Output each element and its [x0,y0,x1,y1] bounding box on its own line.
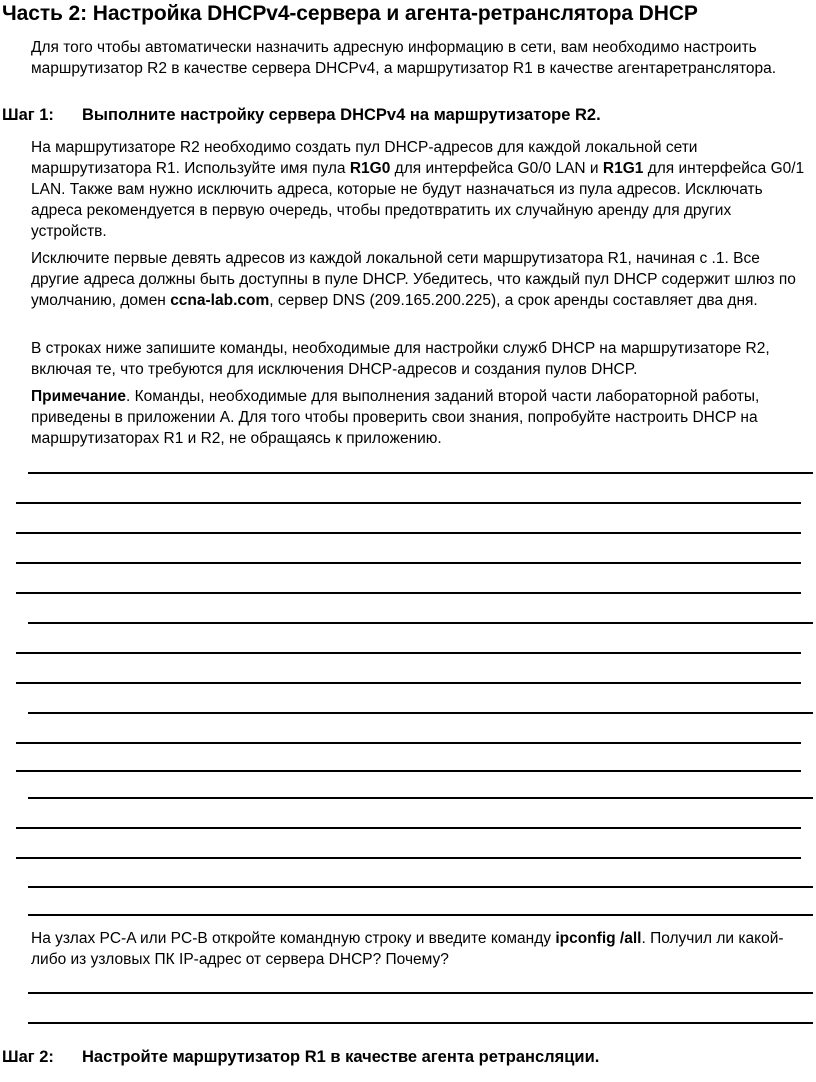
answer-line[interactable] [16,532,801,534]
answer-line[interactable] [28,712,813,714]
domain-name: ccna-lab.com [170,292,270,309]
p1-text-d: для интерфейса G0/1 LAN. Также вам нужно исключить адреса, которые не будут назначаться из пула адресов. Исключать адреса рекомендуется в первую очередь, чтобы предотвратить их случайную аренду для других устройств. [31,160,805,240]
answer-line[interactable] [16,827,801,829]
answer-line[interactable] [16,562,801,564]
answer-line[interactable] [28,886,813,888]
pool-name-r1g1: R1G1 [602,160,644,177]
answer-line[interactable] [28,1022,813,1024]
ipconfig-command: ipconfig /all [555,930,642,947]
answer-line[interactable] [16,770,801,772]
part-title: Часть 2: Настройка DHCPv4-сервера и агента-ретранслятора DHCP [2,2,698,25]
pool-name-r1g0: R1G0 [349,160,391,177]
step2-number: Шаг 2: [2,1048,54,1066]
answer-line[interactable] [16,682,801,684]
answer-line[interactable] [16,857,801,859]
answer-line[interactable] [16,652,801,654]
note-text: . Команды, необходимые для выполнения заданий второй части лабораторной работы, приведены в приложении A. Для того чтобы проверить свои знания, попробуйте настроить DHCP на маршрутизаторах R1 и R2, не обращаясь к приложению. [31,388,760,447]
answer-line[interactable] [28,622,813,624]
answer-line[interactable] [28,914,813,916]
answer-line[interactable] [28,472,813,474]
step2-heading [2,1048,599,1067]
intro-paragraph: Для того чтобы автоматически назначить адресную информацию в сети, вам необходимо настроить маршрутизатор R2 в качестве сервера DHCPv4, а маршрутизатор R1 в качестве агентаретранслятора. [31,39,777,77]
step2-title: Настройте маршрутизатор R1 в качестве агента ретрансляции. [82,1048,600,1066]
p2-text-c: , сервер DNS (209.165.200.225), а срок аренды составляет два дня. [269,292,758,309]
step1-title: Выполните настройку сервера DHCPv4 на маршрутизаторе R2. [82,106,601,124]
question-paragraph [31,928,811,970]
answer-line[interactable] [28,797,813,799]
answer-line[interactable] [28,992,813,994]
step1-paragraph-1 [31,137,811,242]
step1-paragraph-3: В строках ниже запишите команды, необходимые для настройки служб DHCP на маршрутизаторе R2, включая те, что требуются для исключения DHCP-адресов и создания пулов DHCP. [31,340,770,378]
question-text-a: На узлах PC-A или PC-B откройте командную строку и введите команду [31,930,556,947]
answer-line[interactable] [16,502,801,504]
answer-line[interactable] [16,592,801,594]
step1-heading [2,106,601,125]
note-label: Примечание [31,388,126,405]
note-paragraph [31,386,811,449]
p2-text-a: Исключите первые девять адресов из каждой локальной сети маршрутизатора R1, начиная с .1. Все другие адреса должны быть доступны в пуле DHCP. Убедитесь, что каждый пул DHCP содержит шлюз по умолчанию, домен [31,250,796,309]
step1-number: Шаг 1: [2,106,54,124]
p1-text-a: На маршрутизаторе R2 необходимо создать пул DHCP-адресов для каждой локальной сети маршрутизатора R1. Используйте имя пула [31,139,698,177]
step1-paragraph-2 [31,248,811,311]
answer-line[interactable] [16,742,801,744]
p1-text-c: для интерфейса G0/0 LAN и [390,160,603,177]
question-text-c: . Получил ли какой-либо из узловых ПК IP-адрес от сервера DHCP? Почему? [31,930,784,968]
